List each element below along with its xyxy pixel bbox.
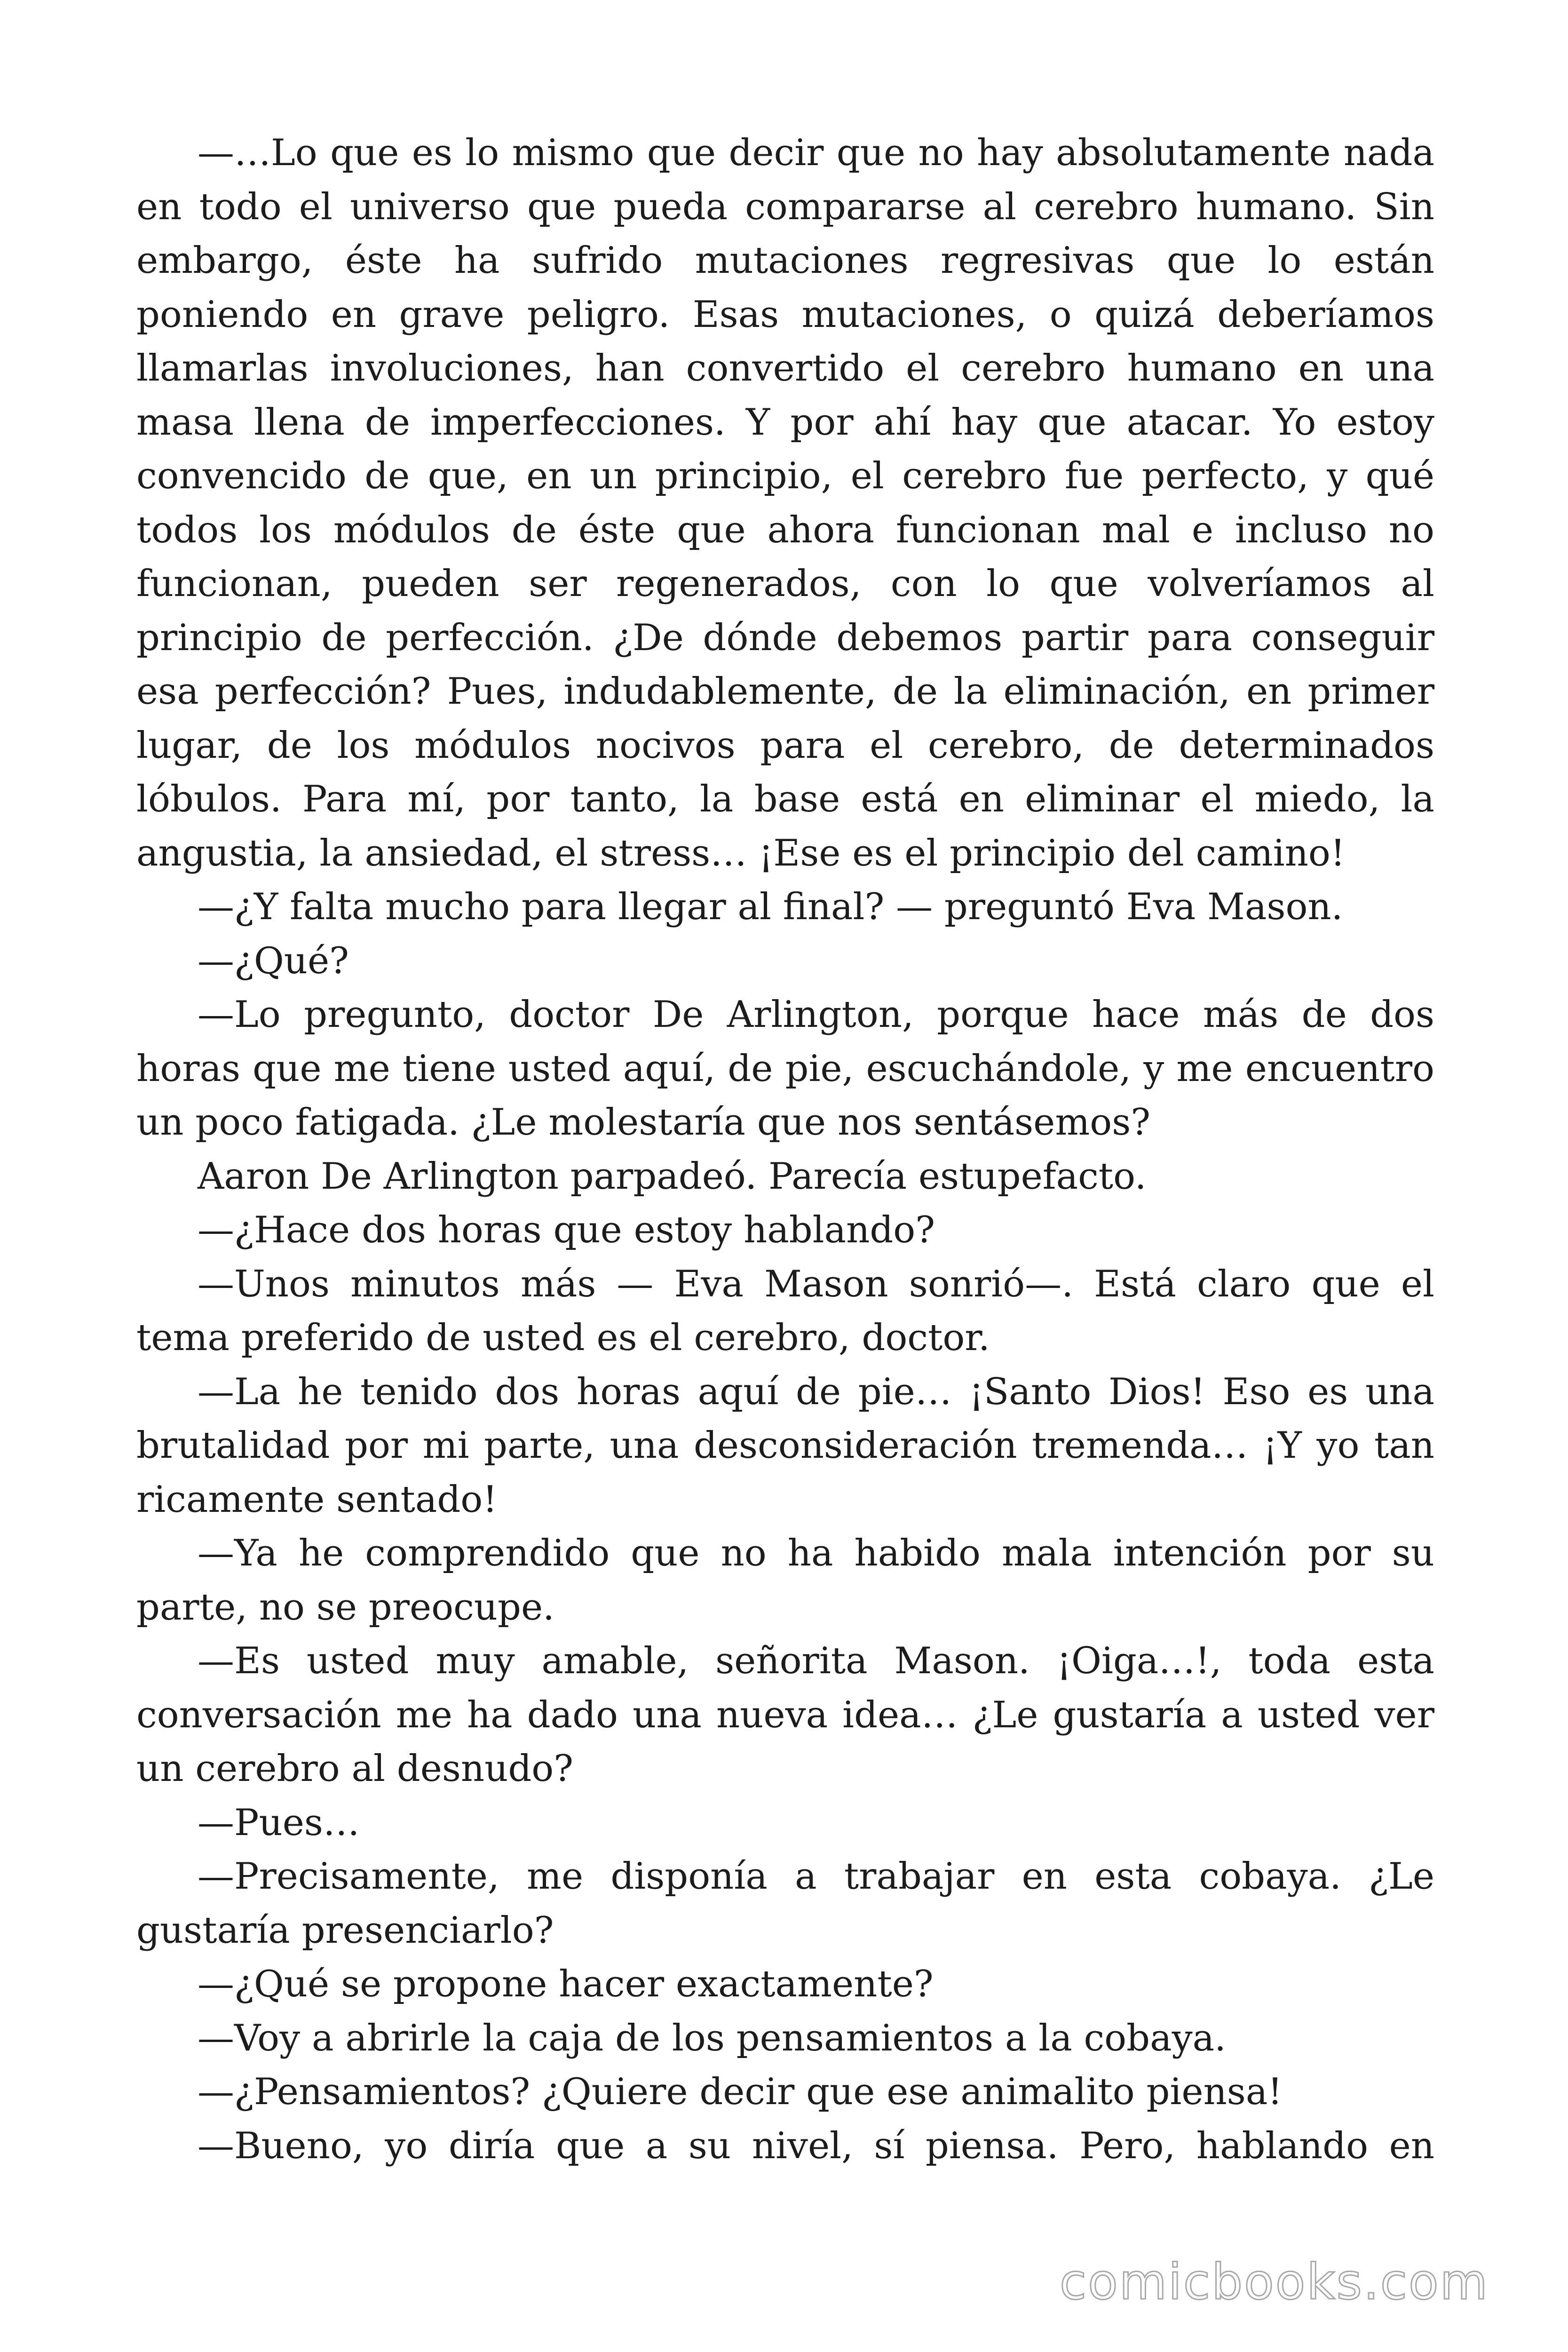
paragraph: —Ya he comprendido que no ha habido mala intención por su parte, no se preocupe. [136,1532,1434,1629]
paragraph: —¿Hace dos horas que estoy hablando? [198,1209,935,1251]
paragraph-last: —Bueno, yo diría que a su nivel, sí piensa. Pero, hablando en [198,2124,1434,2167]
paragraph: —Unos minutos más — Eva Mason sonrió—. Está claro que el tema preferido de usted es el cerebro, doctor. [136,1263,1434,1359]
paragraph: —Lo pregunto, doctor De Arlington, porque hace más de dos horas que me tiene usted aquí, de pie, escuchándole, y me encuentro un poco fatigada. ¿Le molestaría que nos sentásemos? [136,993,1434,1144]
paragraph: —Precisamente, me disponía a trabajar en esta cobaya. ¿Le gustaría presenciarlo? [136,1855,1434,1952]
paragraph: —Pues… [198,1801,360,1844]
paragraph: —¿Qué? [198,939,349,982]
paragraph: —…Lo que es lo mismo que decir que no hay absolutamente nada en todo el universo que pueda compararse al cerebro humano. Sin embargo, éste ha sufrido mutaciones regresivas que lo están poniendo en grave peligro. Esas mutaciones, o quizá deberíamos llamarlas involuciones, han convertido el cerebro humano en una masa llena de imperfecciones. Y por ahí hay que atacar. Yo estoy convencido de que, en un principio, el cerebro fue perfecto, y qué todos los módulos de éste que ahora funcionan mal e incluso no funcionan, pueden ser regenerados, con lo que volveríamos al principio de perfección. ¿De dónde debemos partir para conseguir esa perfección? Pues, indudablemente, de la eliminación, en primer lugar, de los módulos nocivos para el cerebro, de determinados lóbulos. Para mí, por tanto, la base está en eliminar el miedo, la angustia, la ansiedad, el stress… ¡Ese es el principio del camino! [136,132,1434,874]
paragraph: —¿Qué se propone hacer exactamente? [198,1963,934,2005]
paragraph: —Es usted muy amable, señorita Mason. ¡Oiga…!, toda esta conversación me ha dado una nueva idea… ¿Le gustaría a usted ver un cerebro al desnudo? [136,1640,1434,1790]
watermark-logo: comicbooks.com [1059,2253,1489,2311]
paragraph: Aaron De Arlington parpadeó. Parecía estupefacto. [198,1155,1147,1198]
paragraph: —Voy a abrirle la caja de los pensamientos a la cobaya. [198,2017,1226,2059]
paragraph: —La he tenido dos horas aquí de pie… ¡Santo Dios! Eso es una brutalidad por mi parte, una desconsideración tremenda… ¡Y yo tan ricamente sentado! [136,1370,1434,1521]
book-page-text [136,126,1434,2173]
paragraph: —¿Pensamientos? ¿Quiere decir que ese animalito piensa! [198,2071,1283,2113]
paragraph: —¿Y falta mucho para llegar al final? — preguntó Eva Mason. [198,886,1343,928]
